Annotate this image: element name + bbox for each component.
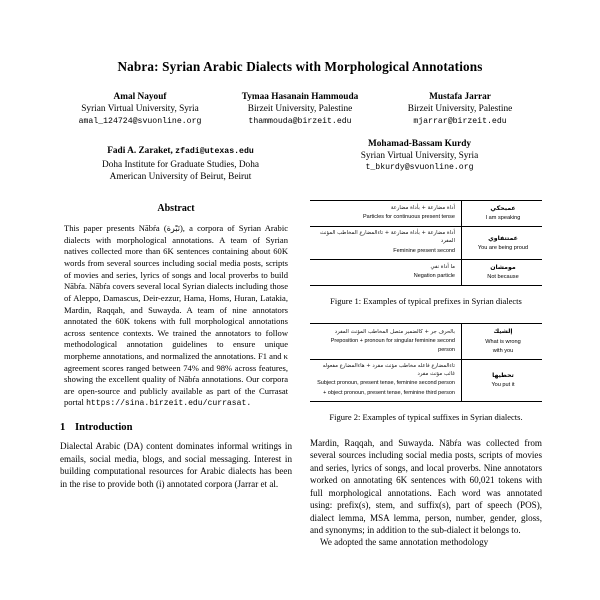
author-name: Amal Nayouf — [113, 92, 167, 103]
example-gloss: I am speaking — [485, 215, 521, 222]
description-cell — [310, 227, 462, 260]
example-cell — [462, 201, 543, 227]
table-row — [310, 201, 542, 227]
example-arabic: عمتتفاوي — [488, 234, 518, 242]
description-arabic: أداة مضارعة + بأداة مضارعة — [390, 204, 455, 211]
table-row — [310, 227, 542, 260]
author-affiliation-secondary: American University of Beirut, Beirut — [109, 171, 252, 182]
description-english: Feminine present second — [393, 247, 455, 254]
author-block — [313, 138, 526, 174]
example-cell — [462, 359, 543, 401]
author-email[interactable]: mjarrar@birzeit.edu — [413, 116, 507, 126]
author-affiliation: Doha Institute for Graduate Studies, Doha — [102, 159, 259, 170]
description-arabic: بالحرف جر + كالضمير متصل المخاطب المؤنث المفرد — [334, 328, 455, 335]
author-email[interactable]: zfadi@utexas.edu — [175, 146, 254, 156]
example-gloss: You are being proud — [477, 244, 529, 251]
author-block — [74, 138, 287, 184]
author-affiliation: Birzeit University, Palestine — [247, 104, 353, 115]
description-cell — [310, 201, 462, 227]
body-columns — [0, 200, 600, 600]
example-arabic: تحطيها — [492, 371, 514, 379]
author-name: Mustafa Jarrar — [429, 92, 491, 103]
figure-2-caption: Figure 2: Examples of typical suffixes in Syrian dialects. — [329, 411, 523, 422]
description-english: Preposition + pronoun for singular feminine second person — [330, 338, 455, 353]
figure-1 — [310, 200, 542, 307]
example-gloss: Not because — [487, 274, 519, 281]
description-cell — [310, 324, 462, 360]
table-row — [310, 324, 542, 360]
example-cell — [462, 260, 543, 286]
abstract-text-part2: ), a corpora of Syrian Arabic dialects with morphological annotations. A team of Syrian natives collected more than 6K sentences containing about 60K words from several sources including social media posts, scripts of movies and series, lyrics of songs and local proverbs to build Nābŕa. Nābŕa covers several local Syrian dialects including those of Aleppo, Damascus, Deir-ezzur, Hama, Homs, Huran, Latakia, Mardin, Raqqah, and Suwayda. A team of nine annotators annotated the 60K tokens with full morphological annotations across sentence contexts. We trained the annotators to follow methodological annotation guidelines to ensure unique morpheme annotations, and normalized the annotations. F1 and κ agreement scores ranged between 74% and 98% across features, showing the excellent quality of Nābŕa annotations. Our corpora are open-source and publicly available as part of the Currasat portal — [64, 223, 288, 408]
description-arabic: ما أداة نفي — [430, 263, 455, 270]
description-cell — [310, 359, 462, 401]
example-gloss: You put it — [491, 381, 515, 388]
author-affiliation: Syrian Virtual University, Syria — [360, 150, 479, 161]
corpus-url[interactable]: https://sina.birzeit.edu/currasat. — [86, 399, 252, 409]
example-cell — [462, 324, 543, 360]
section-number: 1 — [60, 422, 66, 434]
description-english: Negation particle — [413, 273, 455, 280]
right-column — [310, 200, 542, 600]
author-affiliation: Syrian Virtual University, Syria — [81, 104, 199, 115]
prefix-examples-table — [310, 200, 542, 286]
author-block — [220, 91, 380, 127]
description-english: Particles for continuous present tense — [362, 214, 455, 221]
example-arabic: مومشان — [490, 264, 516, 271]
left-column — [60, 200, 292, 600]
right-column-paragraph-2: We adopted the same annotation methodology — [320, 537, 489, 548]
right-column-paragraph-1: Mardin, Raqqah, and Suwayda. Nābŕa was collected from several sources including social media posts, scripts of movies and series, lyrics of songs, and local proverbs. Nine annotators worked on annotating 6K sentences with 60,021 tokens with full morphological annotations. Each word was annotated using: prefix(s), stem, and suffix(s), part of speech (POS), dialect lemma, MSA lemma, person, number, gender, gloss, and synonyms; in addition to the sub-dialect it belongs to. — [310, 437, 542, 536]
author-name: Mohamad-Bassam Kurdy — [367, 138, 472, 149]
example-arabic: عمبحكي — [490, 205, 516, 212]
section-heading-introduction — [60, 422, 292, 433]
author-row-secondary — [60, 138, 540, 184]
page-title: Nabra: Syrian Arabic Dialects with Morphological Annotations — [117, 59, 483, 74]
abstract-heading: Abstract — [157, 203, 195, 214]
table-row — [310, 260, 542, 286]
paper-header — [0, 0, 600, 183]
description-english: Subject pronoun, present tense, feminine second person — [317, 380, 455, 387]
table-row — [310, 359, 542, 401]
author-name-line — [107, 146, 254, 156]
author-block — [60, 91, 220, 127]
abstract-arabic-term: نَبْرة — [166, 224, 180, 233]
description-cell — [310, 260, 462, 286]
author-block — [380, 91, 540, 127]
abstract-text — [60, 223, 292, 409]
description-arabic: تاءالمضارع فاعله مخاطب مؤنث مفرد + هاءالمضارع مفعوله غائب مؤنث مفرد — [322, 362, 455, 377]
introduction-paragraph: Dialectal Arabic (DA) content dominates informal writings in emails, social media, blogs, and social messaging. Interest in building computational resources for Arabic dialects has been in the rise to provide both (i) annotated corpora (Jarrar et al. — [60, 441, 292, 489]
author-name: Tymaa Hasanain Hammouda — [241, 92, 359, 103]
author-row-primary — [60, 91, 540, 127]
author-email[interactable]: thammouda@birzeit.edu — [248, 116, 352, 126]
abstract-text-part1: This paper presents Nābŕa ( — [64, 223, 167, 233]
figure-1-caption: Figure 1: Examples of typical prefixes in Syrian dialects — [330, 296, 522, 307]
description-arabic: أداة مضارعة + بأداة مضارعة + تاءالمضارع المخاطب المؤنث المفرد — [319, 230, 455, 245]
example-arabic: إلشيك — [493, 328, 513, 336]
suffix-examples-table — [310, 323, 542, 401]
author-email[interactable]: amal_124724@svuonline.org — [78, 116, 202, 126]
figure-2 — [310, 323, 542, 422]
author-affiliation: Birzeit University, Palestine — [407, 104, 513, 115]
example-gloss: What is wrong — [485, 338, 521, 345]
author-name: Fadi A. Zaraket, — [107, 145, 173, 156]
example-gloss-line2: with you — [492, 347, 514, 354]
author-email[interactable]: t_bkurdy@svuonline.org — [365, 163, 474, 173]
example-cell — [462, 227, 543, 260]
description-english-line2: + object pronoun, present tense, feminine third person — [323, 389, 455, 396]
section-title: Introduction — [75, 422, 133, 434]
